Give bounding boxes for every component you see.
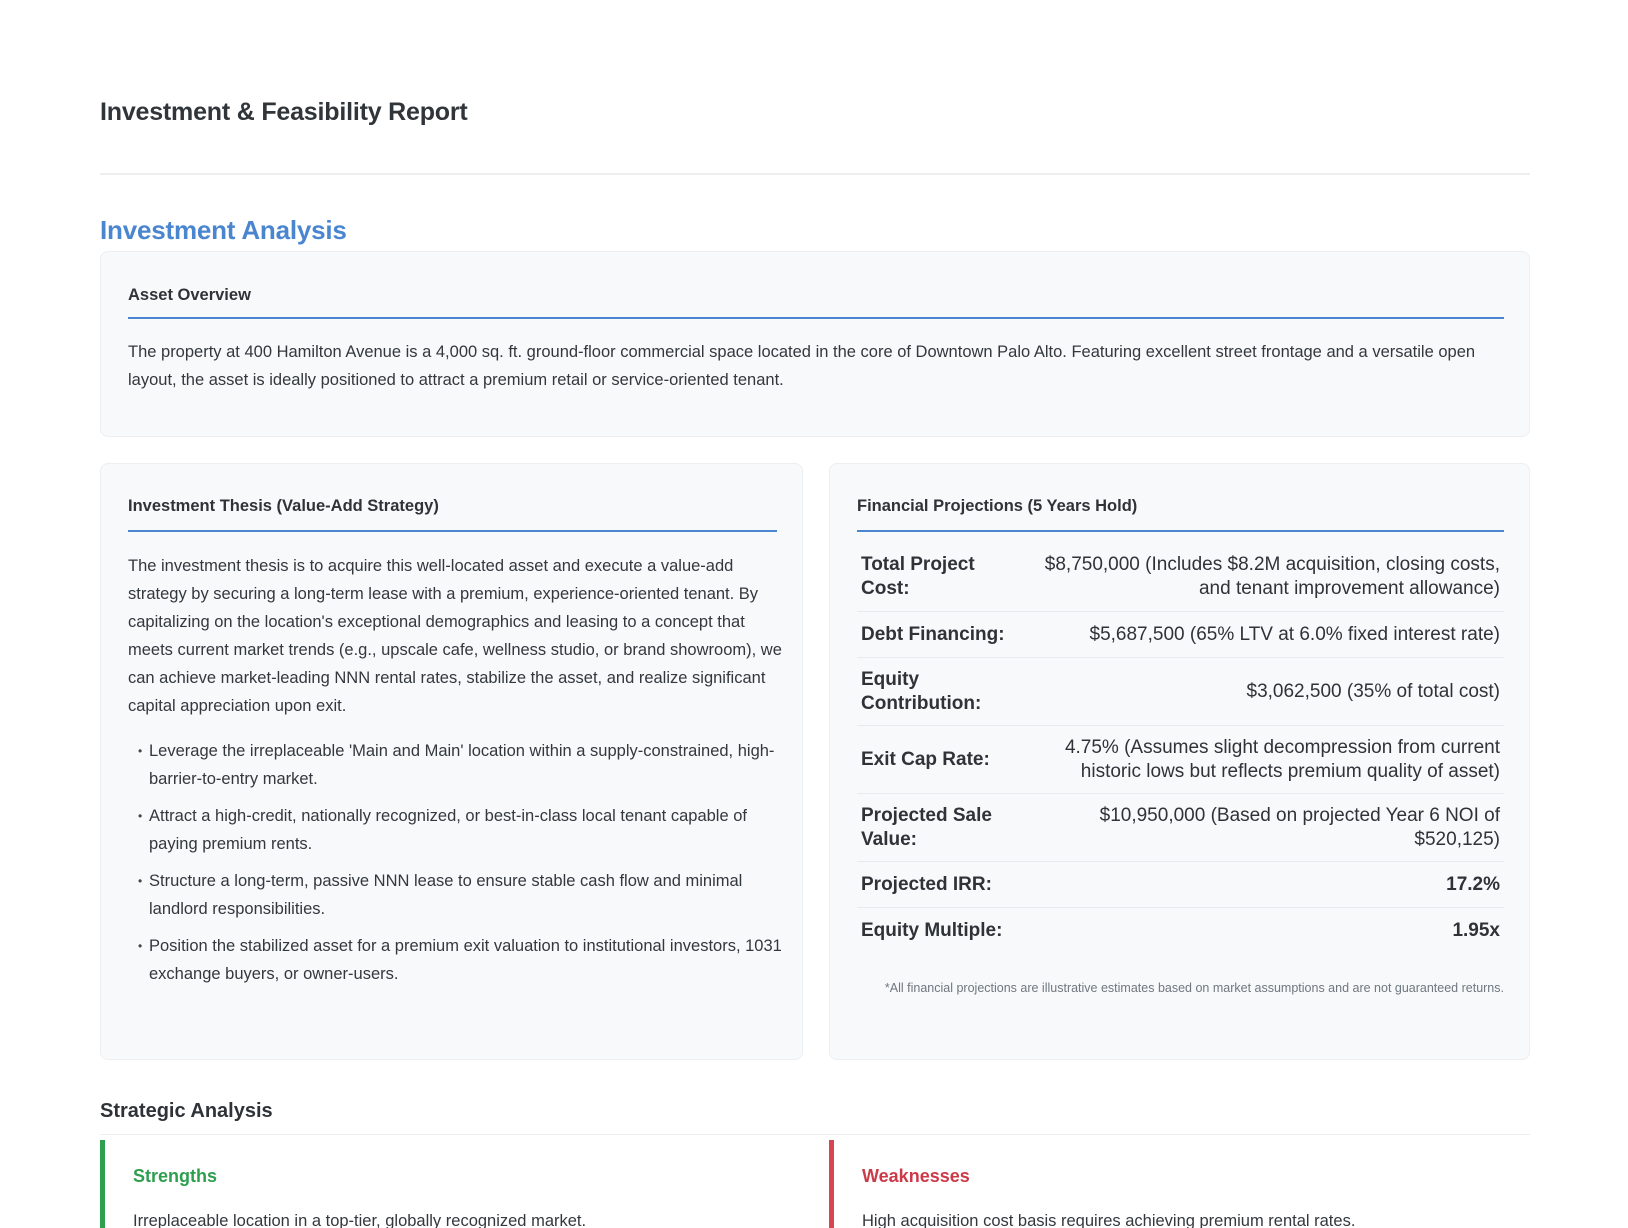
asset-overview-card (100, 251, 1530, 437)
investment-thesis-rule (128, 530, 777, 532)
weakness-item: High acquisition cost basis requires achieving premium rental rates. (862, 1212, 1356, 1228)
projection-row-debt (857, 612, 1504, 658)
projection-label: Projected IRR: (861, 873, 992, 895)
projection-value: 4.75% (Assumes slight decompression from current historic lows but reflects premium quality of asset) (1064, 736, 1500, 782)
report-title: Investment & Feasibility Report (100, 98, 468, 126)
thesis-bullet: • Attract a high-credit, nationally recognized, or best-in-class local tenant capable of paying premium rents. (128, 802, 783, 858)
financial-projections-heading: Financial Projections (5 Years Hold) (857, 497, 1138, 515)
projection-label: Debt Financing: (861, 623, 1005, 645)
financial-projections-card (829, 463, 1530, 1060)
asset-overview-rule (128, 317, 1504, 319)
strategic-divider (100, 1134, 1530, 1135)
strengths-card (100, 1140, 800, 1228)
asset-overview-text: The property at 400 Hamilton Avenue is a 4,000 sq. ft. ground-floor commercial space located in the core of Downtown Palo Alto. Featuring excellent street frontage and a versatile open layout, the asset is ideally positioned to attract a premium retail or service-oriented tenant. (128, 343, 1476, 389)
projection-row-irr (857, 862, 1504, 908)
section-title-investment-analysis: Investment Analysis (100, 215, 347, 245)
investment-thesis-card (100, 463, 803, 1060)
investment-thesis-heading: Investment Thesis (Value-Add Strategy) (128, 497, 439, 515)
weaknesses-title: Weaknesses (862, 1166, 970, 1186)
projection-label: Equity Contribution: (861, 668, 982, 714)
projection-row-sale-value (857, 794, 1504, 862)
investment-thesis-text: The investment thesis is to acquire this well-located asset and execute a value-add strategy by securing a long-term lease with a premium, experience-oriented tenant. By capitalizing on the location's exceptional demographics and leasing to a concept that meets current market trends (e.g., upscale cafe, wellness studio, or brand showroom), we can achieve market-leading NNN rental rates, stabilize the asset, and realize significant capital appreciation upon exit. (128, 557, 782, 715)
strengths-title: Strengths (133, 1166, 218, 1186)
thesis-bullet-list (128, 737, 783, 997)
thesis-bullet: • Structure a long-term, passive NNN lease to ensure stable cash flow and minimal landlord responsibilities. (128, 867, 783, 923)
thesis-bullet: • Position the stabilized asset for a premium exit valuation to institutional investors, 1031 exchange buyers, or owner-users. (128, 932, 783, 988)
thesis-bullet: • Leverage the irreplaceable 'Main and Main' location within a supply-constrained, high-barrier-to-entry market. (128, 737, 783, 793)
projection-label: Exit Cap Rate: (861, 748, 990, 770)
projection-label: Total Project Cost: (861, 553, 975, 599)
projection-label: Projected Sale Value: (861, 804, 992, 850)
projection-value: $8,750,000 (Includes $8.2M acquisition, closing costs, and tenant improvement allowance) (1044, 553, 1500, 599)
projection-row-equity-multiple (857, 908, 1504, 954)
projection-row-equity (857, 658, 1504, 726)
financial-projections-rule (857, 530, 1504, 532)
projection-value: 1.95x (1452, 920, 1500, 941)
projection-value: $3,062,500 (35% of total cost) (1246, 680, 1500, 702)
strategic-analysis-title: Strategic Analysis (100, 1100, 273, 1122)
projections-disclaimer: *All financial projections are illustrative estimates based on market assumptions and are not guaranteed returns. (884, 981, 1504, 995)
strength-item: Irreplaceable location in a top-tier, globally recognized market. (133, 1212, 587, 1228)
title-divider (100, 173, 1530, 175)
projection-label: Equity Multiple: (861, 920, 1003, 941)
weaknesses-card (829, 1140, 1530, 1228)
asset-overview-heading: Asset Overview (128, 286, 251, 304)
projection-row-exit-cap (857, 726, 1504, 794)
projection-row-total-cost (857, 542, 1504, 612)
projection-value: $10,950,000 (Based on projected Year 6 NOI of $520,125) (1099, 804, 1500, 850)
projections-table (857, 542, 1504, 954)
projection-value: 17.2% (1446, 873, 1500, 895)
projection-value: $5,687,500 (65% LTV at 6.0% fixed interest rate) (1089, 623, 1500, 645)
